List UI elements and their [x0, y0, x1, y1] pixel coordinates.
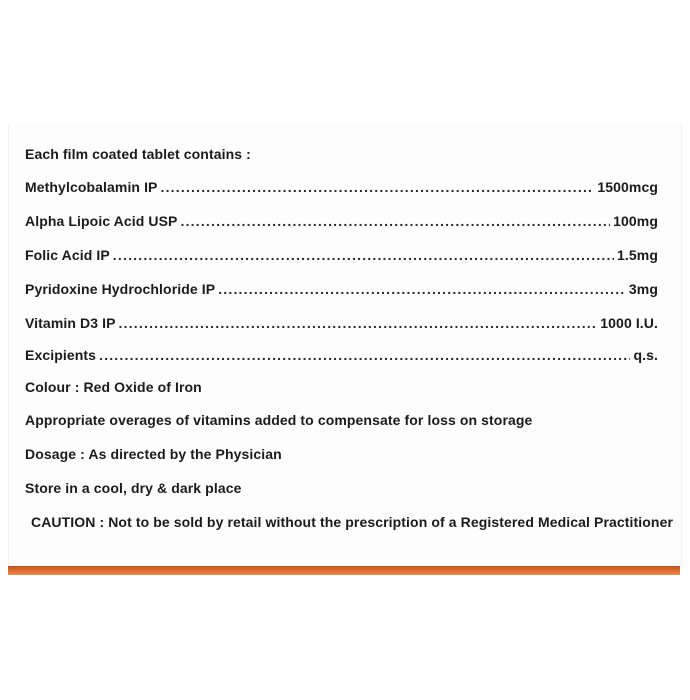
dot-leader — [161, 177, 595, 197]
ingredient-amount: 100mg — [613, 213, 658, 229]
composition-header: Each film coated tablet contains : — [25, 146, 251, 162]
ingredient-amount: 1500mcg — [597, 179, 658, 195]
colour-statement: Colour : Red Oxide of Iron — [25, 379, 202, 395]
ingredient-row — [25, 177, 658, 197]
caution-statement: CAUTION : Not to be sold by retail without the prescription of a Registered Medical Practitioner — [31, 514, 674, 530]
overages-statement: Appropriate overages of vitamins added to compensate for loss on storage — [25, 412, 533, 428]
ingredient-row — [25, 279, 658, 299]
ingredient-amount: 1000 I.U. — [600, 315, 658, 331]
dot-leader — [113, 245, 614, 265]
ingredient-row — [25, 313, 658, 333]
ingredient-name: Alpha Lipoic Acid USP — [25, 213, 178, 229]
dot-leader — [180, 211, 610, 231]
dot-leader — [218, 279, 626, 299]
dot-leader — [119, 313, 598, 333]
ingredient-name: Pyridoxine Hydrochloride IP — [25, 281, 216, 297]
ingredient-name: Excipients — [25, 347, 97, 363]
dosage-statement: Dosage : As directed by the Physician — [25, 446, 282, 462]
ingredient-amount: 3mg — [628, 281, 658, 297]
ingredient-amount: 1.5mg — [617, 247, 658, 263]
ingredient-name: Methylcobalamin IP — [25, 179, 158, 195]
orange-accent-strip — [8, 566, 680, 575]
storage-statement: Store in a cool, dry & dark place — [25, 480, 242, 496]
ingredient-amount: q.s. — [633, 347, 658, 363]
ingredient-row — [25, 211, 658, 231]
ingredient-row — [25, 245, 658, 265]
ingredient-row — [25, 345, 658, 365]
ingredient-name: Folic Acid IP — [25, 247, 110, 263]
dot-leader — [99, 345, 630, 365]
ingredient-name: Vitamin D3 IP — [25, 315, 116, 331]
